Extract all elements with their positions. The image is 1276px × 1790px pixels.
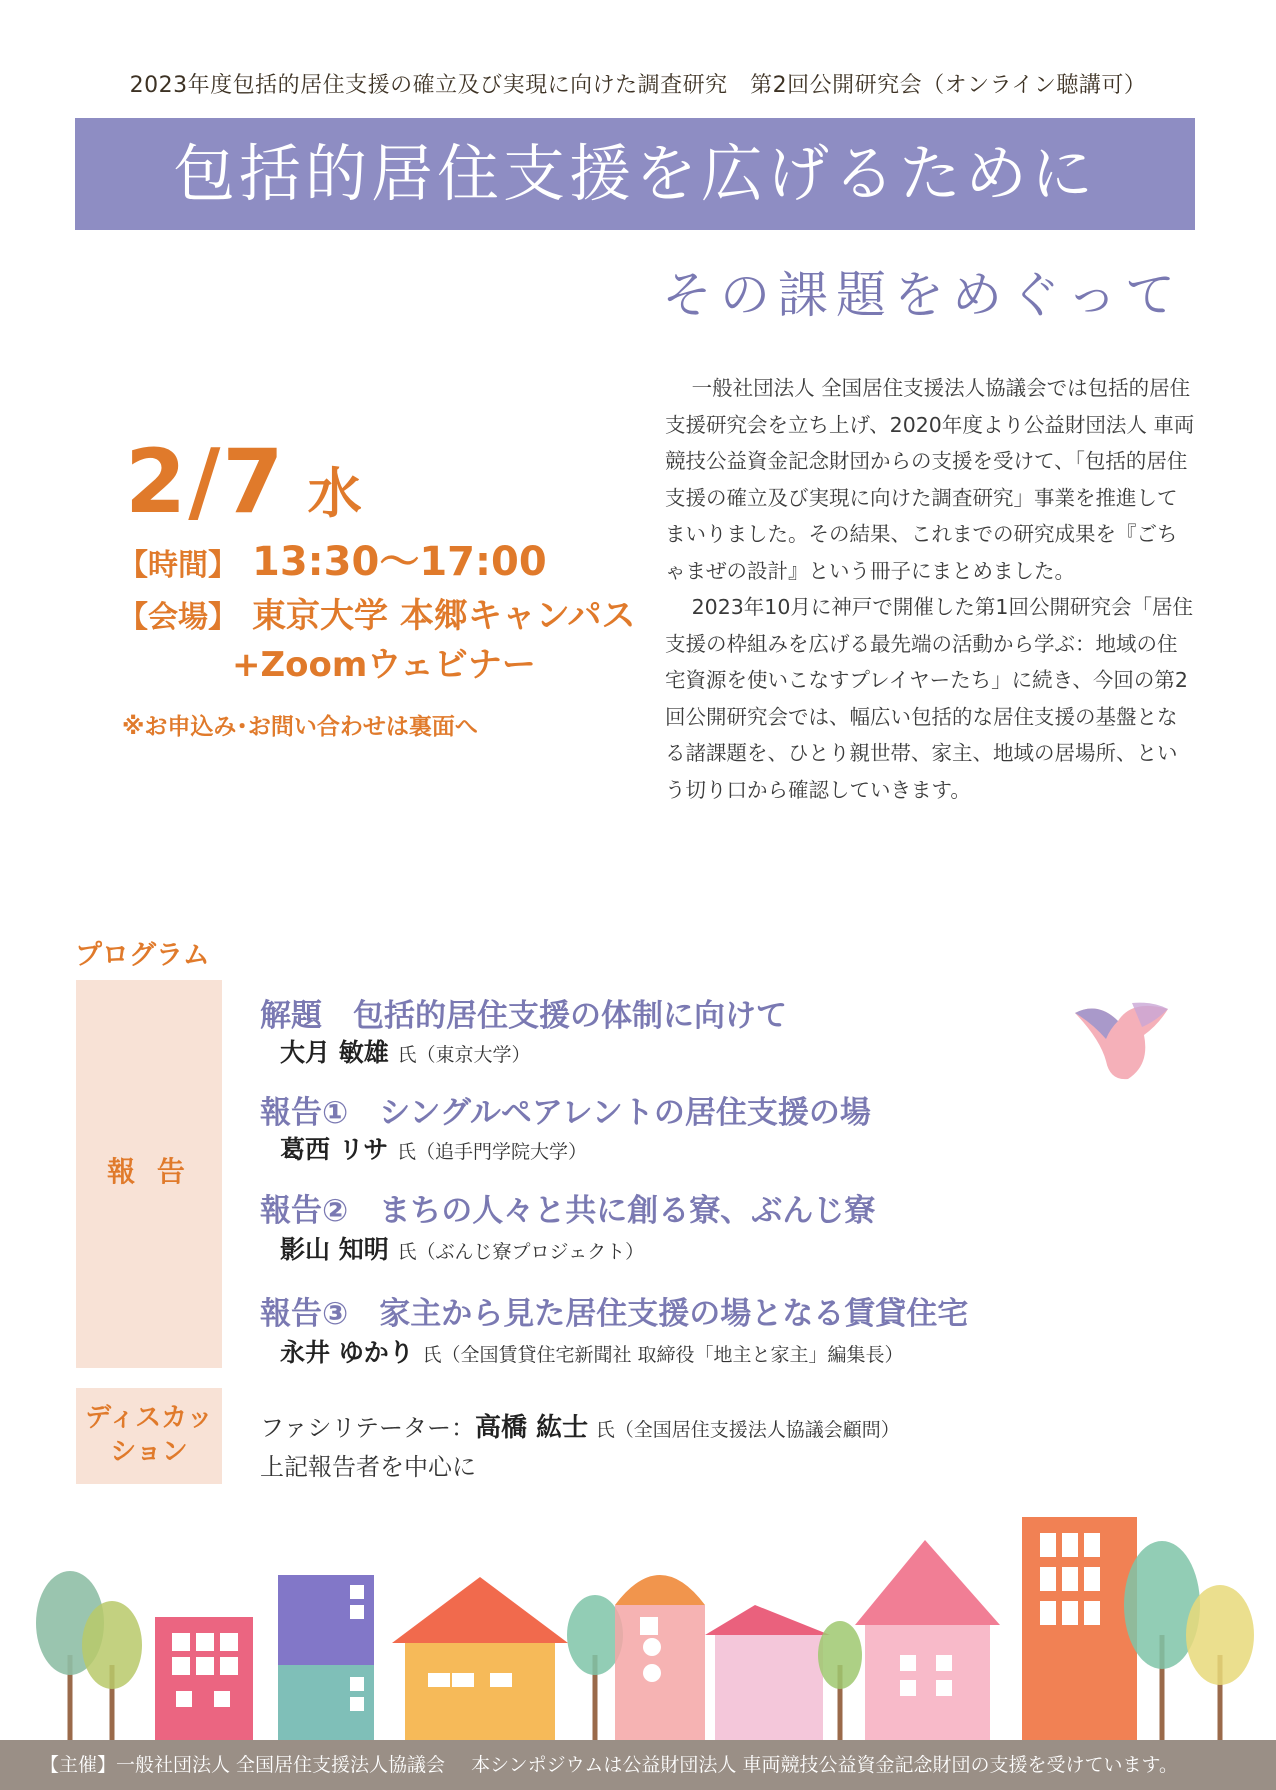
program-item-speaker <box>280 1033 530 1069</box>
contact-notice: ※お申込み･お問い合わせは裏面へ <box>122 714 478 740</box>
speaker-name: 永井 ゆかり <box>280 1338 414 1367</box>
weekday: 水 <box>307 462 362 525</box>
facilitator-name: 高橋 紘士 <box>475 1413 589 1443</box>
venue-online-row <box>232 637 536 686</box>
program-label: プログラム <box>75 940 210 971</box>
venue-value: 東京大学 本郷キャンパス <box>252 596 636 636</box>
discussion-note: 上記報告者を中心に <box>260 1453 476 1481</box>
venue-label: 【会場】 <box>118 600 238 635</box>
program-item-title: 報告① シングルペアレントの居住支援の場 <box>260 1095 871 1131</box>
town-illustration <box>0 1505 1276 1745</box>
venue-online: +Zoomウェビナー <box>232 645 536 685</box>
venue-row <box>118 588 635 637</box>
date-value: 2/7 <box>125 430 286 533</box>
speaker-affiliation: （東京大学） <box>416 1044 531 1066</box>
description <box>665 370 1195 808</box>
program-item-speaker <box>280 1130 587 1166</box>
speaker-honorific: 氏 <box>397 1241 417 1263</box>
footer-bar <box>0 1740 1276 1790</box>
speaker-affiliation: （全国賃貸住宅新聞社 取締役「地主と家主」編集長） <box>441 1344 904 1366</box>
speaker-name: 大月 敏雄 <box>280 1038 389 1067</box>
discussion-box <box>76 1388 222 1484</box>
facilitator-affiliation: （全国居住支援法人協議会顧問） <box>614 1419 900 1441</box>
speaker-honorific: 氏 <box>397 1044 417 1066</box>
description-paragraph-2: 2023年10月に神戸で開催した第1回公開研究会「居住支援の枠組みを広げる最先端の活動から学ぶ：地域の住宅資源を使いこなすプレイヤーたち」に続き、今回の第2回公開研究会では、幅広い包括的な居住支援の基盤となる諸課題を、ひとり親世帯、家主、地域の居場所、という切り口から確認していきます。 <box>665 595 1193 802</box>
time-label: 【時間】 <box>118 548 238 583</box>
program-item-title: 報告③ 家主から見た居住支援の場となる賃貸住宅 <box>260 1296 969 1332</box>
speaker-affiliation: （追手門学院大学） <box>415 1141 587 1163</box>
time-row <box>118 530 547 587</box>
program-item-speaker <box>280 1333 904 1369</box>
time-value: 13:30〜17:00 <box>252 539 547 585</box>
report-label: 報 告 <box>107 1155 191 1188</box>
speaker-affiliation: （ぶんじ寮プロジェクト） <box>416 1241 645 1263</box>
title-banner <box>75 118 1195 230</box>
description-paragraph-1: 一般社団法人 全国居住支援法人協議会では包括的居住支援研究会を立ち上げ、2020年度より公益財団法人 車両競技公益資金記念財団からの支援を受けて、「包括的居住支援の確立及び実現に向けた調査研究」事業を推進してまいりました。その結果、これまでの研究成果を『ごちゃまぜの設計』という冊子にまとめました。 <box>665 376 1195 583</box>
program-item-title: 報告② まちの人々と共に創る寮、ぶんじ寮 <box>260 1193 876 1229</box>
footer-support: 本シンポジウムは公益財団法人 車両競技公益資金記念財団の支援を受けています。 <box>471 1754 1178 1776</box>
speaker-name: 葛西 リサ <box>280 1135 389 1164</box>
facilitator-label: ファシリテーター： <box>260 1414 476 1442</box>
report-box <box>76 980 222 1368</box>
footer-organizer: 【主催】一般社団法人 全国居住支援法人協議会 <box>40 1754 446 1776</box>
speaker-name: 影山 知明 <box>280 1235 389 1264</box>
speaker-honorific: 氏 <box>422 1344 442 1366</box>
event-date <box>125 430 362 533</box>
program-item-title: 解題 包括的居住支援の体制に向けて <box>260 998 787 1034</box>
speaker-honorific: 氏 <box>396 1141 416 1163</box>
bird-illustration <box>1070 995 1175 1085</box>
discussion-label: ディスカッ ション <box>85 1403 213 1467</box>
main-title: 包括的居住支援を広げるために <box>172 137 1097 210</box>
discussion-details <box>260 1410 900 1486</box>
facilitator-line <box>260 1410 900 1449</box>
facilitator-honorific: 氏 <box>595 1419 615 1441</box>
program-item-speaker <box>280 1230 644 1266</box>
sub-title: その課題をめぐって <box>662 266 1183 324</box>
event-series-line: 2023年度包括的居住支援の確立及び実現に向けた調査研究 第2回公開研究会（オンライン聴講可） <box>129 73 1147 98</box>
